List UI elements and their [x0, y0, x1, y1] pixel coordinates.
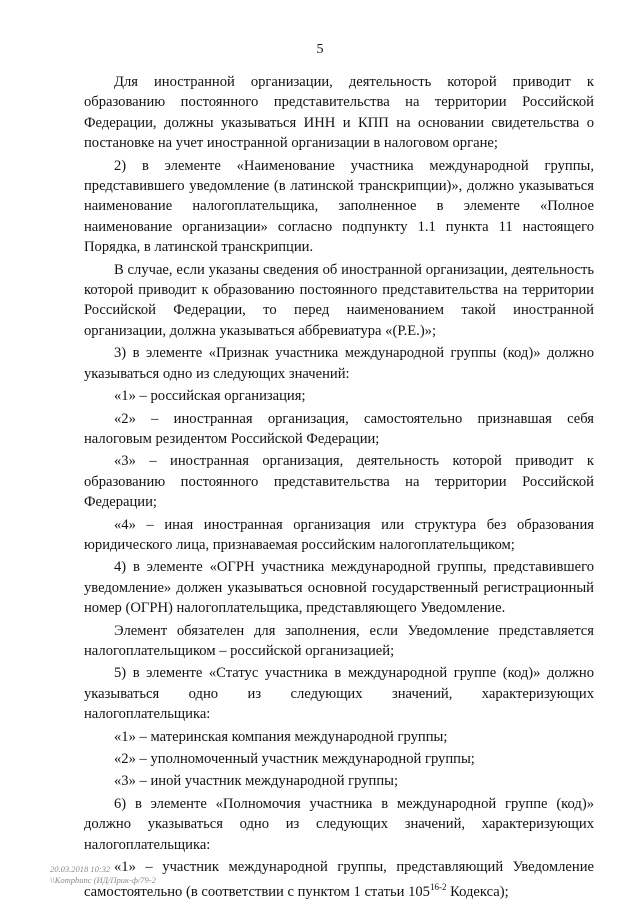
footer-file-path: \\Kompbunc (ИД/Прик-ф/79-2 [50, 875, 156, 885]
paragraph: «3» – иностранная организация, деятельность которой приводит к образованию постоянного представительства на территории Российской Федерации; [84, 453, 594, 511]
paragraph: Элемент обязателен для заполнения, если Уведомление представляется налогоплательщиком – российской организацией; [84, 622, 594, 659]
paragraph: 5) в элементе «Статус участника в международной группе (код)» должно указываться одно из следующих значений, характеризующих налогоплательщика: [84, 665, 594, 723]
paragraph: Для иностранной организации, деятельность которой приводит к образованию постоянного представительства на территории Российской Федерации, должны указываться ИНН и КПП на основании свидетельства о постановке на учет иностранной организации в налоговом органе; [84, 74, 594, 152]
paragraph: 6) в элементе «Полномочия участника в международной группе (код)» должно указываться одно из следующих значений, характеризующих налогоплательщика: [84, 795, 594, 853]
paragraph: В случае, если указаны сведения об иностранной организации, деятельность которой приводит к образованию постоянного представительства на территории Российской Федерации, то перед наименованием такой иностранной организации, должна указываться аббревиатура «(Р.Е.)»; [84, 261, 594, 339]
page-number: 5 [316, 42, 324, 57]
paragraph: «1» – материнская компания международной группы; [114, 728, 448, 745]
paragraph: «4» – иная иностранная организация или структура без образования юридического лица, признаваемая российским налогоплательщиком; [84, 516, 594, 553]
paragraph: «1» – российская организация; [114, 388, 306, 405]
paragraph-text: «1» – участник международной группы, представляющий Уведомление самостоятельно (в соответствии с пунктом 1 статьи 105 [84, 859, 594, 901]
paragraph: «3» – иной участник международной группы; [114, 773, 399, 790]
paragraph: «2» – уполномоченный участник международной группы; [114, 751, 475, 767]
paragraph: «2» – иностранная организация, самостоятельно признавшая себя налоговым резидентом Российской Федерации; [84, 410, 594, 447]
footer-stamp [50, 864, 156, 886]
superscript-index: 16-2 [429, 882, 447, 893]
paragraph: 2) в элементе «Наименование участника международной группы, представившего уведомление (в латинской транскрипции)», должно указываться наименование налогоплательщика, заполненное в элементе «Полное наименование организации» согласно подпункту 1.1 пункта 11 настоящего Порядка, в латинской транскрипции. [84, 157, 594, 256]
paragraph: 3) в элементе «Признак участника международной группы (код)» должно указываться одно из следующих значений: [84, 345, 594, 382]
paragraph-with-superscript [84, 857, 594, 903]
footer-timestamp: 20.03.2018 10:32 [50, 864, 111, 874]
paragraph: 4) в элементе «ОГРН участника международной группы, представившего уведомление» должен указываться основной государственный регистрационный номер (ОГРН) налогоплательщика, представляющего Уведомление. [84, 559, 594, 617]
document-body [84, 72, 594, 903]
paragraph-text-end: Кодекса); [446, 884, 509, 901]
